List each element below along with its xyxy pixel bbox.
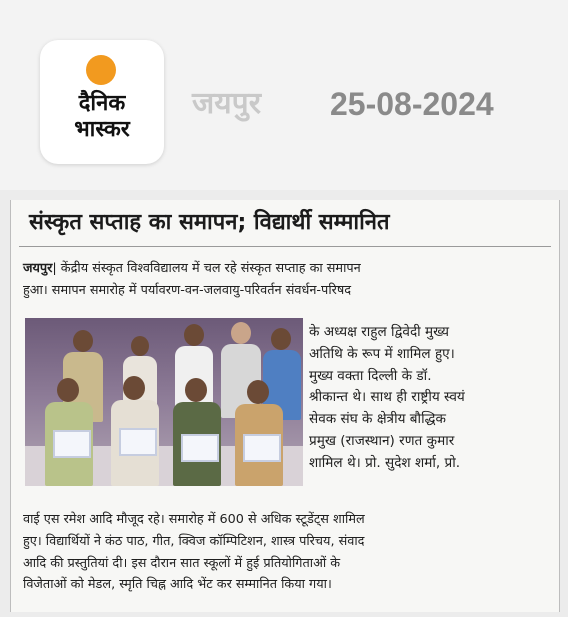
article-body-top — [23, 258, 361, 302]
article-line: अतिथि के रूप में शामिल हुए। — [309, 345, 455, 362]
article-body-bottom — [23, 509, 365, 596]
dateline: जयपुर — [23, 261, 53, 276]
edition-date: 25-08-2024 — [330, 86, 494, 122]
article-line: विजेताओं को मेडल, स्मृति चिह्न आदि भेंट कर सम्मानित किया गया। — [23, 577, 332, 593]
logo-text-line1: दैनिक — [78, 91, 126, 116]
article-line: मुख्य वक्ता दिल्ली के डॉ. — [309, 367, 432, 384]
article-line: आदि की प्रस्तुतियां दी। इस दौरान सात स्कूलों में हुई प्रतियोगिताओं के — [23, 555, 341, 571]
article-line-text: | केंद्रीय संस्कृत विश्वविद्यालय में चल रहे संस्कृत सप्ताह का समापन — [52, 261, 361, 276]
article-line: हुआ। समापन समारोह में पर्यावरण-वन-जलवायु-परिवर्तन संवर्धन-परिषद — [23, 282, 352, 298]
award-ceremony-photo — [25, 318, 303, 486]
dainik-bhaskar-logo — [40, 40, 164, 164]
article-body-right — [309, 322, 465, 475]
article-line: वाई एस रमेश आदि मौजूद रहे। समारोह में 600 से अधिक स्टूडेंट्स शामिल — [23, 512, 365, 527]
article-headline: संस्कृत सप्ताह का समापन; विद्यार्थी सम्मानित — [29, 210, 390, 235]
certificate — [119, 428, 157, 456]
certificate — [181, 434, 219, 462]
masthead — [0, 0, 568, 190]
article-line: प्रमुख (राजस्थान) रणत कुमार — [309, 432, 455, 449]
sun-icon — [86, 55, 116, 85]
headline-divider — [19, 246, 551, 247]
article-line — [23, 258, 361, 280]
logo-text-line2: भास्कर — [74, 117, 130, 142]
article-line: सेवक संघ के क्षेत्रीय बौद्धिक — [309, 411, 446, 428]
certificate — [53, 430, 91, 458]
article-line: श्रीकान्त थे। साथ ही राष्ट्रीय स्वयं — [309, 389, 465, 406]
article-line: शामिल थे। प्रो. सुदेश शर्मा, प्रो. — [309, 454, 461, 471]
certificate — [243, 434, 281, 462]
article-line: हुए। विद्यार्थियों ने कंठ पाठ, गीत, क्विज कॉम्पिटिशन, शास्त्र परिचय, संवाद — [23, 533, 365, 549]
news-clipping — [10, 200, 560, 612]
edition-city: जयपुर — [192, 86, 261, 121]
article-line: के अध्यक्ष राहुल द्विवेदी मुख्य — [309, 324, 449, 340]
